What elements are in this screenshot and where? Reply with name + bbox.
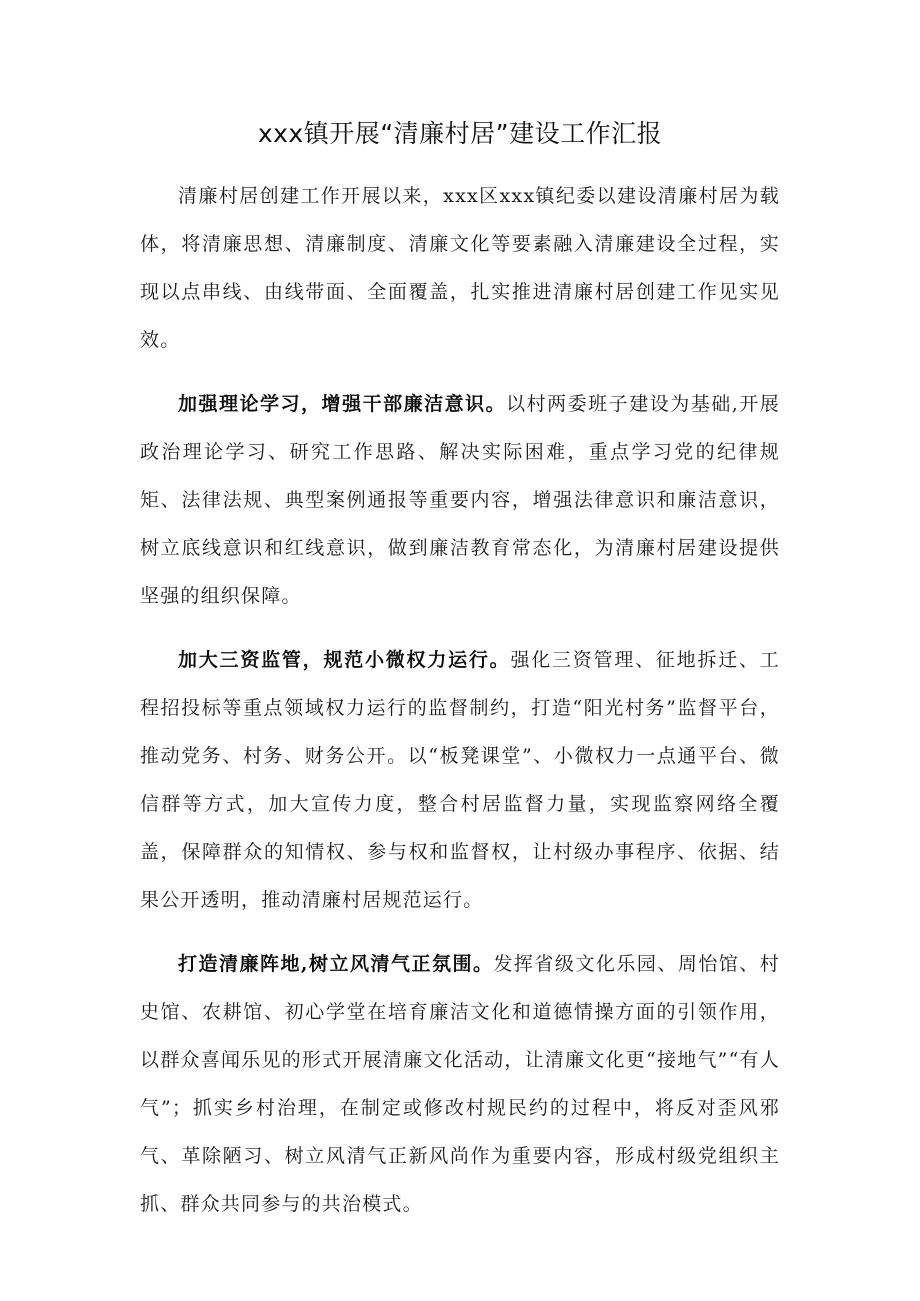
section-heading-culture: 打造清廉阵地,树立风清气正氛围。 — [178, 953, 494, 975]
document-title: xxx镇开展“清廉村居”建设工作汇报 — [257, 119, 663, 148]
section-heading-study: 加强理论学习，增强干部廉洁意识。 — [178, 393, 507, 415]
section-text-study: 以村两委班子建设为基础,开展政治理论学习、研究工作思路、解决实际困难，重点学习党的纪律规矩、法律法规、典型案例通报等重要内容，增强法律意识和廉洁意识，树立底线意识和红线意识，做到廉洁教育常态化，为清廉村居建设提供坚强的组织保障。 — [140, 393, 780, 607]
document-body — [140, 172, 780, 1244]
section-text-supervision: 强化三资管理、征地拆迁、工程招投标等重点领域权力运行的监督制约，打造“阳光村务”监督平台，推动党务、村务、财务公开。以“板凳课堂”、小微权力一点通平台、微信群等方式，加大宣传力度，整合村居监督力量，实现监察网络全覆盖，保障群众的知情权、参与权和监督权，让村级办事程序、依据、结果公开透明，推动清廉村居规范运行。 — [140, 649, 780, 911]
section-text-culture: 发挥省级文化乐园、周怡馆、村史馆、农耕馆、初心学堂在培育廉洁文化和道德情操方面的引领作用，以群众喜闻乐见的形式开展清廉文化活动，让清廉文化更“接地气”“有人气”；抓实乡村治理，在制定或修改村规民约的过程中，将反对歪风邪气、革除陋习、树立风清气正新风尚作为重要内容，形成村级党组织主抓、群众共同参与的共治模式。 — [140, 953, 780, 1215]
intro-paragraph: 清廉村居创建工作开展以来，xxx区xxx镇纪委以建设清廉村居为载体，将清廉思想、清廉制度、清廉文化等要素融入清廉建设全过程，实现以点串线、由线带面、全面覆盖，扎实推进清廉村居创建工作见实见效。 — [140, 185, 780, 351]
section-heading-supervision: 加大三资监管，规范小微权力运行。 — [178, 649, 511, 671]
section-paragraph-study — [140, 380, 780, 620]
section-paragraph-supervision — [140, 636, 780, 924]
section-paragraph-culture — [140, 940, 780, 1228]
